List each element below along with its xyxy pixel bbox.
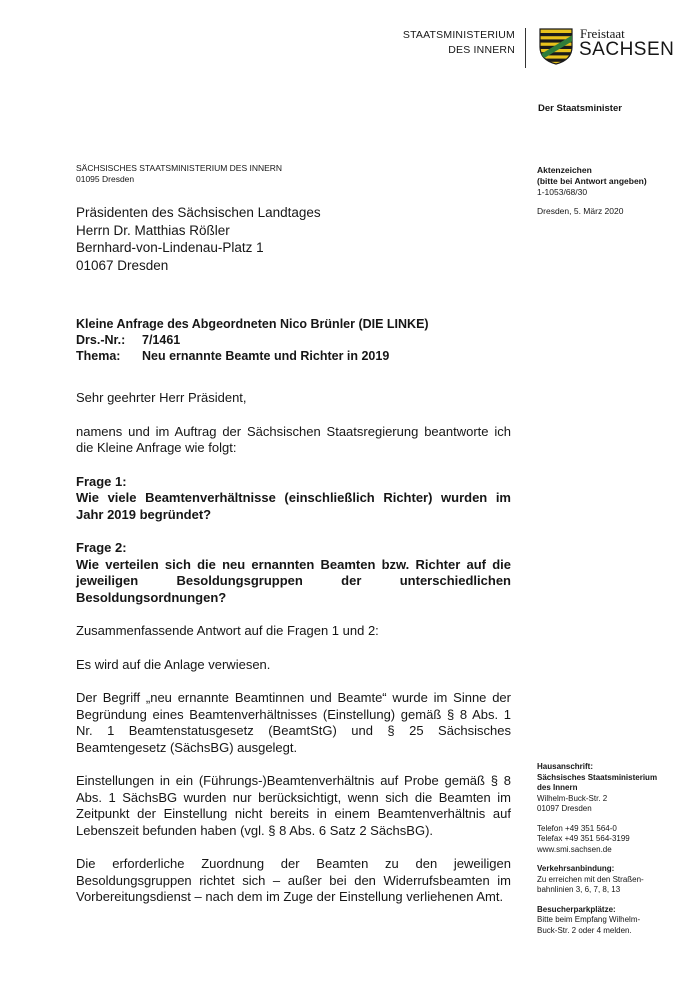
recipient-line-2: Herrn Dr. Matthias Rößler [76, 222, 230, 238]
recipient-line-1: Präsidenten des Sächsischen Landtages [76, 205, 321, 220]
answer-paragraph-2: Der Begriff „neu ernannte Beamtinnen und Beamte“ wurde im Sinne der Begründung eines Beamtenverhältnisses (Einstellung) gemäß § 8 Abs. 1 Nr. 1 Beamtenstatusgesetz (BeamtStG) und § 25 Sächsisches Beamtengesetz (SächsBG) ausgelegt. [76, 690, 511, 755]
parking-line-2: Buck-Str. 2 oder 4 melden. [537, 925, 632, 935]
subject-drs-row [76, 332, 429, 348]
fax-number: Telefax +49 351 564-3199 [537, 834, 630, 843]
sender-line-2: 01095 Dresden [76, 174, 135, 184]
parking-label: Besucherparkplätze: [537, 904, 616, 914]
website-link[interactable]: www.smi.sachsen.de [537, 844, 612, 854]
address-label: Hausanschrift: [537, 762, 594, 771]
ministry-name [380, 28, 515, 58]
recipient-address [76, 204, 321, 274]
ministry-line-1: STAATSMINISTERIUM [402, 29, 515, 41]
traffic-line-1: Zu erreichen mit den Straßen- [537, 874, 644, 884]
traffic-label: Verkehrsanbindung: [537, 864, 615, 873]
letterhead-divider [525, 28, 526, 68]
question-1-label: Frage 1: [76, 473, 127, 489]
address-org-2: des Innern [537, 783, 578, 792]
thema-value: Neu ernannte Beamte und Richter in 2019 [142, 349, 390, 363]
recipient-line-4: 01067 Dresden [76, 257, 169, 273]
contact-sidebar [537, 762, 687, 945]
drs-label: Drs.-Nr.: [76, 333, 126, 347]
answer-heading: Zusammenfassende Antwort auf die Fragen 1 und 2: [76, 623, 379, 638]
phone-number: Telefon +49 351 564-0 [537, 823, 617, 833]
letter-date: Dresden, 5. März 2020 [537, 206, 624, 216]
answer-paragraph-4: Die erforderliche Zuordnung der Beamten zu den jeweiligen Besoldungsgruppen richtet sich – außer bei den Widerrufsbeamten im Vorbereitungsdienst – nach dem im Zuge der Einstellung verliehenen Amt. [76, 856, 511, 904]
address-street: Wilhelm-Buck-Str. 2 [537, 793, 608, 803]
sender-role: Der Staatsminister [538, 103, 622, 114]
question-2-label: Frage 2: [76, 540, 127, 555]
reference-number: 1-1053/68/30 [537, 187, 588, 197]
address-block [537, 762, 687, 815]
reference-block [537, 165, 647, 198]
drs-value: 7/1461 [142, 333, 181, 347]
question-1-text: Wie viele Beamtenverhältnisse (einschließlich Richter) wurden im Jahr 2019 begründet? [76, 490, 511, 522]
sachsen-label: SACHSEN [579, 39, 675, 60]
contact-block [537, 824, 687, 856]
question-2-text: Wie verteilen sich die neu ernannten Beamten bzw. Richter auf die jeweiligen Besoldungsgruppen der unterschiedlichen Besoldungsordnungen? [76, 556, 511, 605]
intro-paragraph: namens und im Auftrag der Sächsischen Staatsregierung beantworte ich die Kleine Anfrage wie folgt: [76, 423, 511, 455]
address-city: 01097 Dresden [537, 804, 592, 813]
reference-label: Aktenzeichen [537, 165, 592, 175]
saxony-coat-of-arms-icon [538, 27, 574, 65]
address-org-1: Sächsisches Staatsministerium [537, 772, 658, 782]
salutation: Sehr geehrter Herr Präsident, [76, 390, 247, 405]
reference-hint: (bitte bei Antwort angeben) [537, 176, 647, 186]
recipient-line-3: Bernhard-von-Lindenau-Platz 1 [76, 240, 264, 255]
subject-block [76, 316, 429, 364]
subject-thema-row [76, 348, 429, 364]
traffic-line-2: bahnlinien 3, 6, 7, 8, 13 [537, 885, 621, 894]
freistaat-label: Freistaat [580, 26, 625, 41]
thema-label: Thema: [76, 349, 121, 363]
sender-address [76, 163, 282, 185]
answer-paragraph-3: Einstellungen in ein (Führungs-)Beamtenverhältnis auf Probe gemäß § 8 Abs. 1 SächsBG wurden nur berücksichtigt, wenn sich die Beamten im Zeitpunkt der Einstellung nicht bereits in einem Beamtenverhältnis auf Lebenszeit befunden haben (vgl. § 8 Abs. 6 Satz 2 SächsBG). [76, 773, 511, 838]
traffic-block [537, 864, 687, 896]
subject-title: Kleine Anfrage des Abgeordneten Nico Brünler (DIE LINKE) [76, 317, 429, 331]
parking-line-1: Bitte beim Empfang Wilhelm- [537, 915, 641, 924]
ministry-line-2: DES INNERN [448, 44, 515, 56]
answer-paragraph-1: Es wird auf die Anlage verwiesen. [76, 656, 271, 672]
parking-block [537, 905, 687, 937]
sender-line-1: SÄCHSISCHES STAATSMINISTERIUM DES INNERN [76, 163, 283, 173]
letter-body [76, 390, 511, 906]
